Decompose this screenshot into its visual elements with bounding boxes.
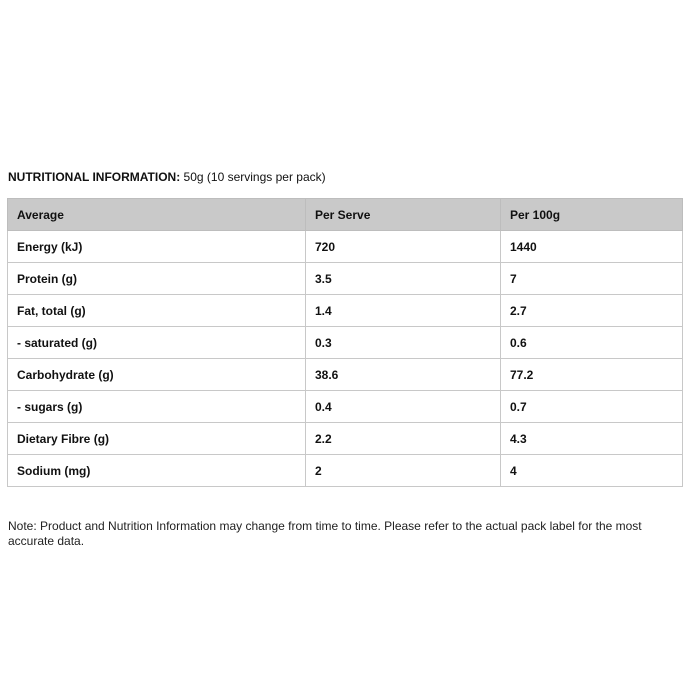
nutrient-name: Sodium (mg): [8, 455, 306, 487]
nutrient-name: Carbohydrate (g): [8, 359, 306, 391]
nutrition-table: [7, 198, 683, 487]
nutrient-name: Protein (g): [8, 263, 306, 295]
per-100g-value: 7: [501, 263, 683, 295]
table-row: [8, 455, 683, 487]
per-serve-value: 1.4: [306, 295, 501, 327]
per-serve-value: 38.6: [306, 359, 501, 391]
per-100g-value: 2.7: [501, 295, 683, 327]
per-100g-value: 4: [501, 455, 683, 487]
table-header-row: [8, 199, 683, 231]
per-serve-value: 720: [306, 231, 501, 263]
per-serve-value: 0.3: [306, 327, 501, 359]
nutrition-heading: [8, 170, 326, 184]
per-100g-value: 77.2: [501, 359, 683, 391]
per-100g-value: 1440: [501, 231, 683, 263]
nutrient-name: - sugars (g): [8, 391, 306, 423]
per-100g-value: 4.3: [501, 423, 683, 455]
per-100g-value: 0.6: [501, 327, 683, 359]
table-row: [8, 263, 683, 295]
per-serve-value: 3.5: [306, 263, 501, 295]
table-row: [8, 391, 683, 423]
header-per-100g: Per 100g: [501, 199, 683, 231]
per-serve-value: 2.2: [306, 423, 501, 455]
nutrient-name: - saturated (g): [8, 327, 306, 359]
per-100g-value: 0.7: [501, 391, 683, 423]
header-average: Average: [8, 199, 306, 231]
nutrient-name: Fat, total (g): [8, 295, 306, 327]
table-row: [8, 231, 683, 263]
nutrient-name: Dietary Fibre (g): [8, 423, 306, 455]
disclaimer-note: Note: Product and Nutrition Information may change from time to time. Please refer to the actual pack label for the most accurate data.: [8, 519, 642, 548]
heading-serving-size: 50g (10 servings per pack): [183, 170, 326, 184]
header-per-serve: Per Serve: [306, 199, 501, 231]
table-row: [8, 359, 683, 391]
table-row: [8, 327, 683, 359]
per-serve-value: 0.4: [306, 391, 501, 423]
per-serve-value: 2: [306, 455, 501, 487]
table-row: [8, 295, 683, 327]
table-row: [8, 423, 683, 455]
nutrient-name: Energy (kJ): [8, 231, 306, 263]
heading-label: NUTRITIONAL INFORMATION:: [8, 170, 181, 184]
